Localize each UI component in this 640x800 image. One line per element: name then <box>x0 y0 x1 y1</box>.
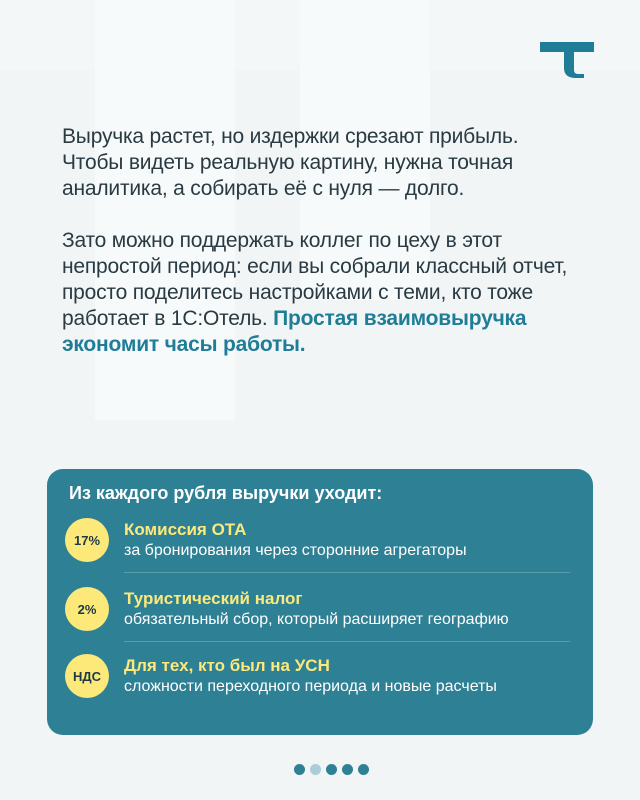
pagination-dot-5[interactable] <box>358 764 369 775</box>
item-title: Для тех, кто был на УСН <box>124 656 330 675</box>
item-description: обязательный сбор, который расширяет географию <box>124 611 509 628</box>
intro-highlight: Простая взаимовыручка экономит часы работы. <box>62 307 527 356</box>
percent-badge: 2% <box>65 587 109 631</box>
pagination-dot-4[interactable] <box>342 764 353 775</box>
pagination-dot-2[interactable] <box>310 764 321 775</box>
intro-text <box>62 124 582 358</box>
divider <box>124 572 570 573</box>
card-title: Из каждого рубля выручки уходит: <box>69 483 383 503</box>
pagination-dot-1[interactable] <box>294 764 305 775</box>
item-title: Туристический налог <box>124 589 303 608</box>
list-item-ota-commission <box>65 518 569 574</box>
pagination-dots <box>294 764 369 775</box>
t-logo-icon <box>540 42 594 78</box>
item-description: за бронирования через сторонние агрегаторы <box>124 542 467 559</box>
divider <box>124 641 570 642</box>
item-description: сложности переходного периода и новые расчеты <box>124 678 497 695</box>
vat-badge: НДС <box>65 654 109 698</box>
intro-paragraph-2 <box>62 228 582 358</box>
percent-badge: 17% <box>65 518 109 562</box>
intro-paragraph-1: Выручка растет, но издержки срезают прибыль. Чтобы видеть реальную картину, нужна точная аналитика, а собирать её с нуля — долго. <box>62 125 519 200</box>
item-title: Комиссия ОТА <box>124 520 247 539</box>
revenue-breakdown-card <box>47 469 593 735</box>
list-item-vat <box>65 654 569 710</box>
pagination-dot-3[interactable] <box>326 764 337 775</box>
intro-paragraph-2-text: Зато можно поддержать коллег по цеху в этот непростой период: если вы собрали классный отчет, просто поделитесь настройками с теми, кто тоже работает в 1С:Отель. <box>62 229 568 330</box>
list-item-tourist-tax <box>65 587 569 643</box>
